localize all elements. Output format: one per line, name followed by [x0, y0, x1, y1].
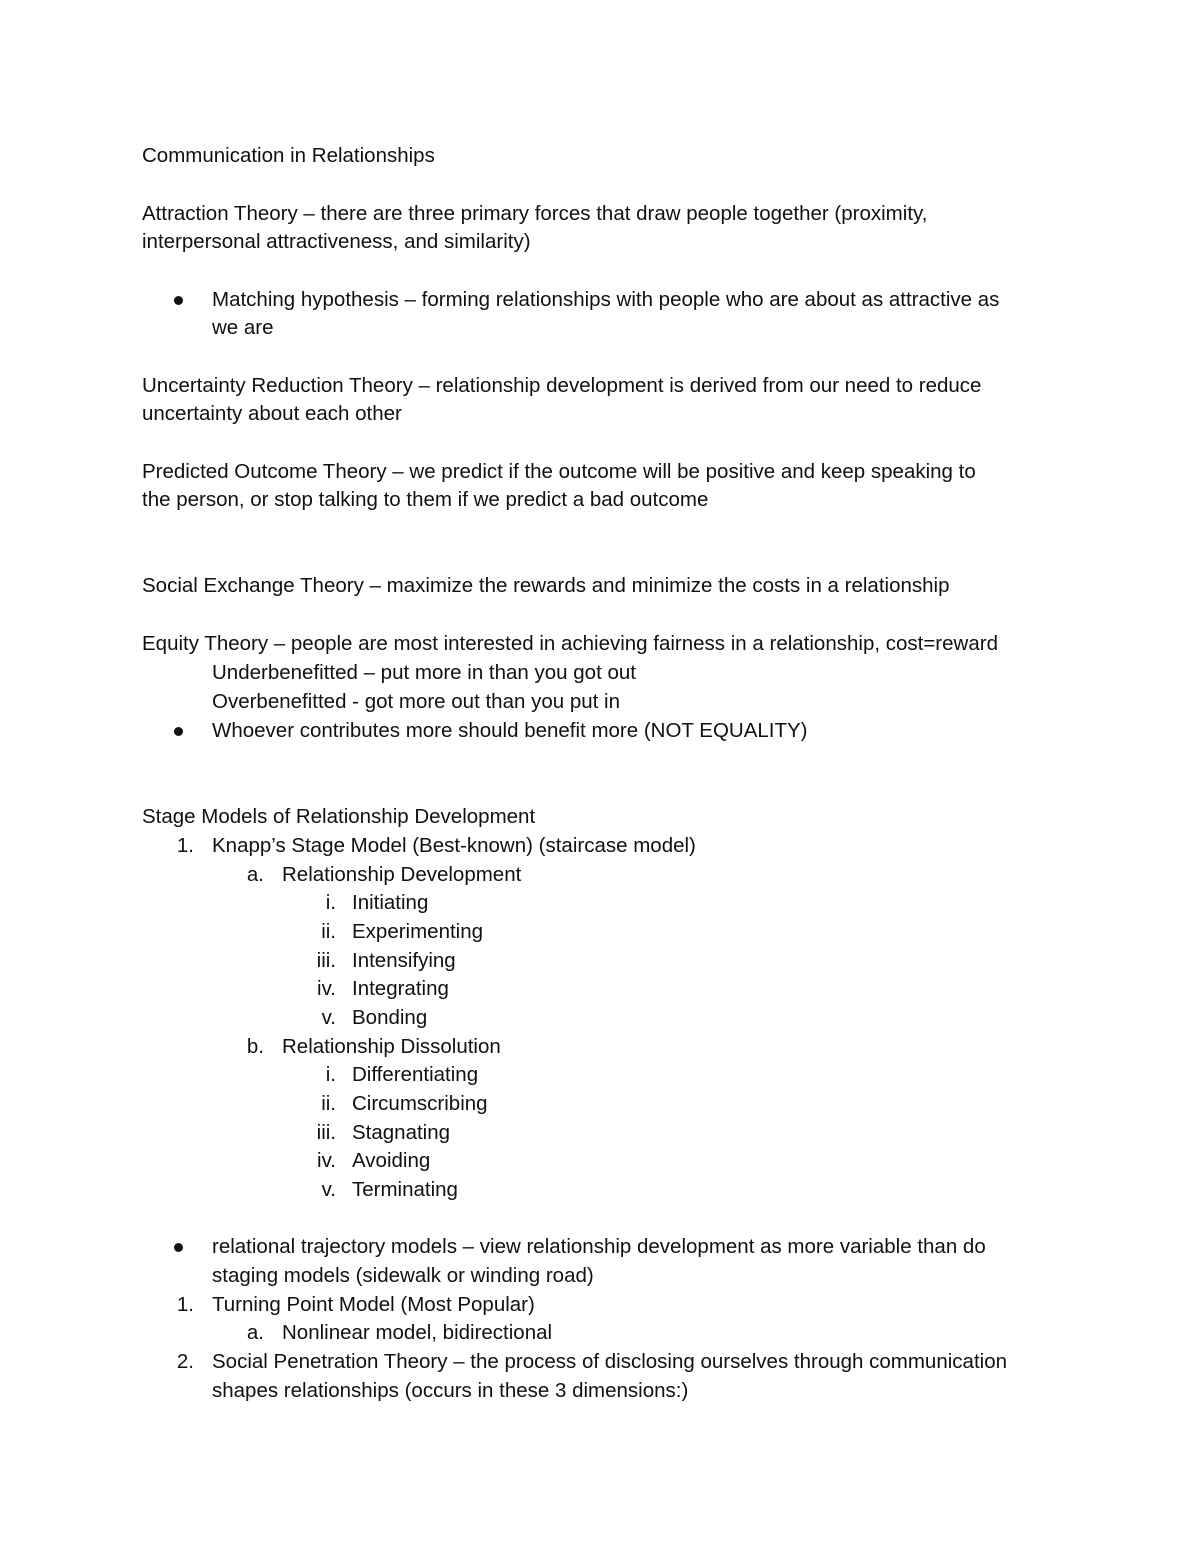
knapp-stage-model: Knapp’s Stage Model (Best-known) (staircase model) — [212, 834, 696, 857]
list-item: Avoiding — [352, 1149, 431, 1172]
list-marker: b. — [246, 1035, 264, 1058]
social-penetration-line-2: shapes relationships (occurs in these 3 dimensions:) — [212, 1379, 689, 1402]
relationship-development: Relationship Development — [282, 863, 522, 886]
predicted-outcome-line-2: the person, or stop talking to them if we predict a bad outcome — [142, 488, 709, 511]
uncertainty-reduction-line-1: Uncertainty Reduction Theory – relationship development is derived from our need to reduce — [142, 374, 982, 397]
social-penetration-line-1: Social Penetration Theory – the process of disclosing ourselves through communication — [212, 1350, 1007, 1373]
list-marker: i. — [325, 891, 336, 914]
list-marker: iii. — [316, 949, 336, 972]
predicted-outcome-line-1: Predicted Outcome Theory – we predict if the outcome will be positive and keep speaking to — [142, 460, 976, 483]
list-marker: iv. — [317, 1149, 336, 1172]
overbenefitted-line: Overbenefitted - got more out than you put in — [212, 690, 620, 713]
list-marker: ii. — [321, 1092, 336, 1115]
list-item: Integrating — [352, 977, 449, 1000]
list-item: Initiating — [352, 891, 429, 914]
relational-trajectory-line-1: relational trajectory models – view relationship development as more variable than do — [212, 1235, 986, 1258]
list-item: Terminating — [352, 1178, 458, 1201]
attraction-theory-line-1: Attraction Theory – there are three primary forces that draw people together (proximity, — [142, 202, 928, 225]
list-marker: i. — [325, 1063, 336, 1086]
list-marker: a. — [246, 863, 264, 886]
bullet-icon — [174, 296, 183, 305]
list-marker: 2. — [176, 1350, 194, 1373]
list-item: Bonding — [352, 1006, 428, 1029]
nonlinear-model: Nonlinear model, bidirectional — [282, 1321, 553, 1344]
uncertainty-reduction-line-2: uncertainty about each other — [142, 402, 402, 425]
document-title: Communication in Relationships — [142, 144, 435, 167]
bullet-icon — [174, 1243, 183, 1252]
list-item: Stagnating — [352, 1121, 451, 1144]
attraction-theory-line-2: interpersonal attractiveness, and similarity) — [142, 230, 531, 253]
list-marker: 1. — [176, 1293, 194, 1316]
list-marker: iii. — [316, 1121, 336, 1144]
list-marker: 1. — [176, 834, 194, 857]
relational-trajectory-line-2: staging models (sidewalk or winding road) — [212, 1264, 594, 1287]
list-marker: iv. — [317, 977, 336, 1000]
list-item: Intensifying — [352, 949, 456, 972]
matching-hypothesis-line-1: Matching hypothesis – forming relationships with people who are about as attractive as — [212, 288, 1000, 311]
stage-models-heading: Stage Models of Relationship Development — [142, 805, 536, 828]
list-item: Circumscribing — [352, 1092, 488, 1115]
list-marker: ii. — [321, 920, 336, 943]
equity-theory-line: Equity Theory – people are most interested in achieving fairness in a relationship, cost=reward — [142, 632, 998, 655]
list-item: Experimenting — [352, 920, 484, 943]
turning-point-model: Turning Point Model (Most Popular) — [212, 1293, 535, 1316]
relationship-dissolution: Relationship Dissolution — [282, 1035, 501, 1058]
equity-bullet: Whoever contributes more should benefit more (NOT EQUALITY) — [212, 719, 808, 742]
underbenefitted-line: Underbenefitted – put more in than you got out — [212, 661, 636, 684]
list-marker: a. — [246, 1321, 264, 1344]
social-exchange-theory: Social Exchange Theory – maximize the rewards and minimize the costs in a relationship — [142, 574, 950, 597]
bullet-icon — [174, 727, 183, 736]
list-marker: v. — [321, 1006, 336, 1029]
matching-hypothesis-line-2: we are — [212, 316, 274, 339]
list-item: Differentiating — [352, 1063, 479, 1086]
list-marker: v. — [321, 1178, 336, 1201]
